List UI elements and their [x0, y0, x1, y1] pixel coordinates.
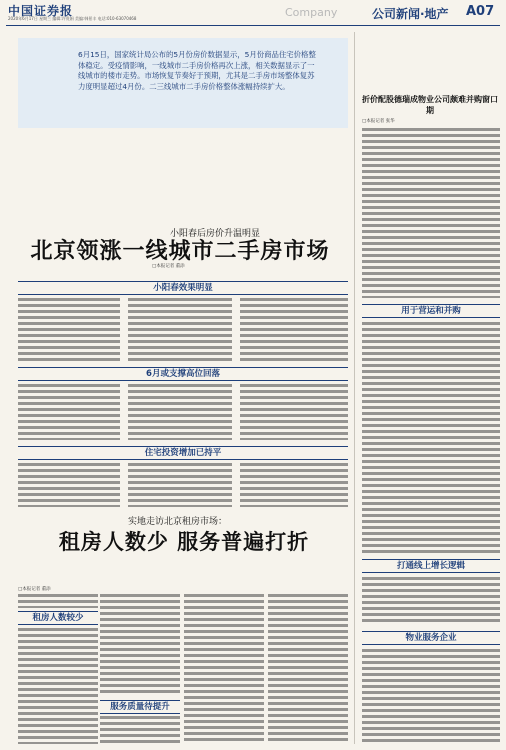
article2-body-col1b — [18, 628, 98, 744]
article1-body-col6 — [240, 384, 348, 440]
article1-body-col8 — [128, 463, 232, 507]
masthead — [0, 0, 506, 26]
sidebar-body-2 — [362, 322, 500, 554]
sidebar-body-3 — [362, 577, 500, 625]
article1-body-col7 — [18, 463, 120, 507]
article2-subhead-1: 租房人数较少 — [18, 611, 98, 625]
article2-body-col2b — [100, 716, 180, 744]
article1-subhead-1: 小阳春效果明显 — [18, 281, 348, 295]
article2-body-col1a — [18, 594, 98, 608]
issue-info: 2020年6月17日 星期三 编辑:许贵娟 美编:韩景丰 电话:010-63070468 — [8, 16, 137, 21]
article1-subhead-2: 6月或支撑高位回落 — [18, 367, 348, 381]
article2-kicker: 实地走访北京租房市场： — [128, 517, 228, 527]
masthead-rule — [6, 25, 500, 26]
article1-headline: 北京领涨一线城市二手房市场 — [30, 239, 330, 264]
article2-body-col2a — [100, 594, 180, 694]
article2-byline: □本报记者 董添 — [18, 587, 51, 592]
section-label-en: Company — [285, 6, 338, 19]
article1-body-col4 — [18, 384, 120, 440]
sidebar-subhead-1: 用于营运和并购 — [362, 304, 500, 318]
article1-body-col5 — [128, 384, 232, 440]
lead-box — [18, 38, 348, 128]
section-title: 公司新闻·地产 — [372, 7, 449, 21]
column-divider — [354, 32, 355, 744]
article1-subhead-3: 住宅投资增加已持平 — [18, 446, 348, 460]
article1-body-col2 — [128, 298, 232, 362]
article2-subhead-2: 服务质量待提升 — [100, 700, 180, 714]
article1-kicker: 小阳春后房价升温明显 — [170, 229, 261, 239]
article2-body-col3 — [184, 594, 264, 744]
sidebar-byline: □本报记者 张华 — [362, 119, 395, 124]
article2-headline: 租房人数少 服务普遍打折 — [58, 530, 310, 554]
sidebar-body-1 — [362, 128, 500, 298]
newspaper-logo: 中国证券报 — [8, 4, 74, 18]
sidebar-subhead-3: 物业服务企业 — [362, 631, 500, 645]
sidebar-body-4 — [362, 649, 500, 743]
article1-byline: □本报记者 董添 — [152, 264, 185, 269]
article1-body-col1 — [18, 298, 120, 362]
article1-body-col3 — [240, 298, 348, 362]
sidebar-headline: 折价配股德瑞成物业公司颇难并购窗口期 — [362, 95, 498, 115]
article1-body-col9 — [240, 463, 348, 507]
article2-body-col4 — [268, 594, 348, 744]
sidebar-subhead-2: 打通线上增长逻辑 — [362, 559, 500, 573]
page-number: A07 — [466, 4, 495, 19]
lead-text: 6月15日，国家统计局公布的5月份房价数据显示，5月份商品住宅价格整体稳定。受疫情影响，一线城市二手房价格再次上涨，相关数据显示了一线城市的楼市走势。市场恢复节奏好于预期，尤其是二手房市场整体复苏力度明显超过4月份。二三线城市二手房价格整体涨幅持续扩大。 — [78, 50, 316, 91]
